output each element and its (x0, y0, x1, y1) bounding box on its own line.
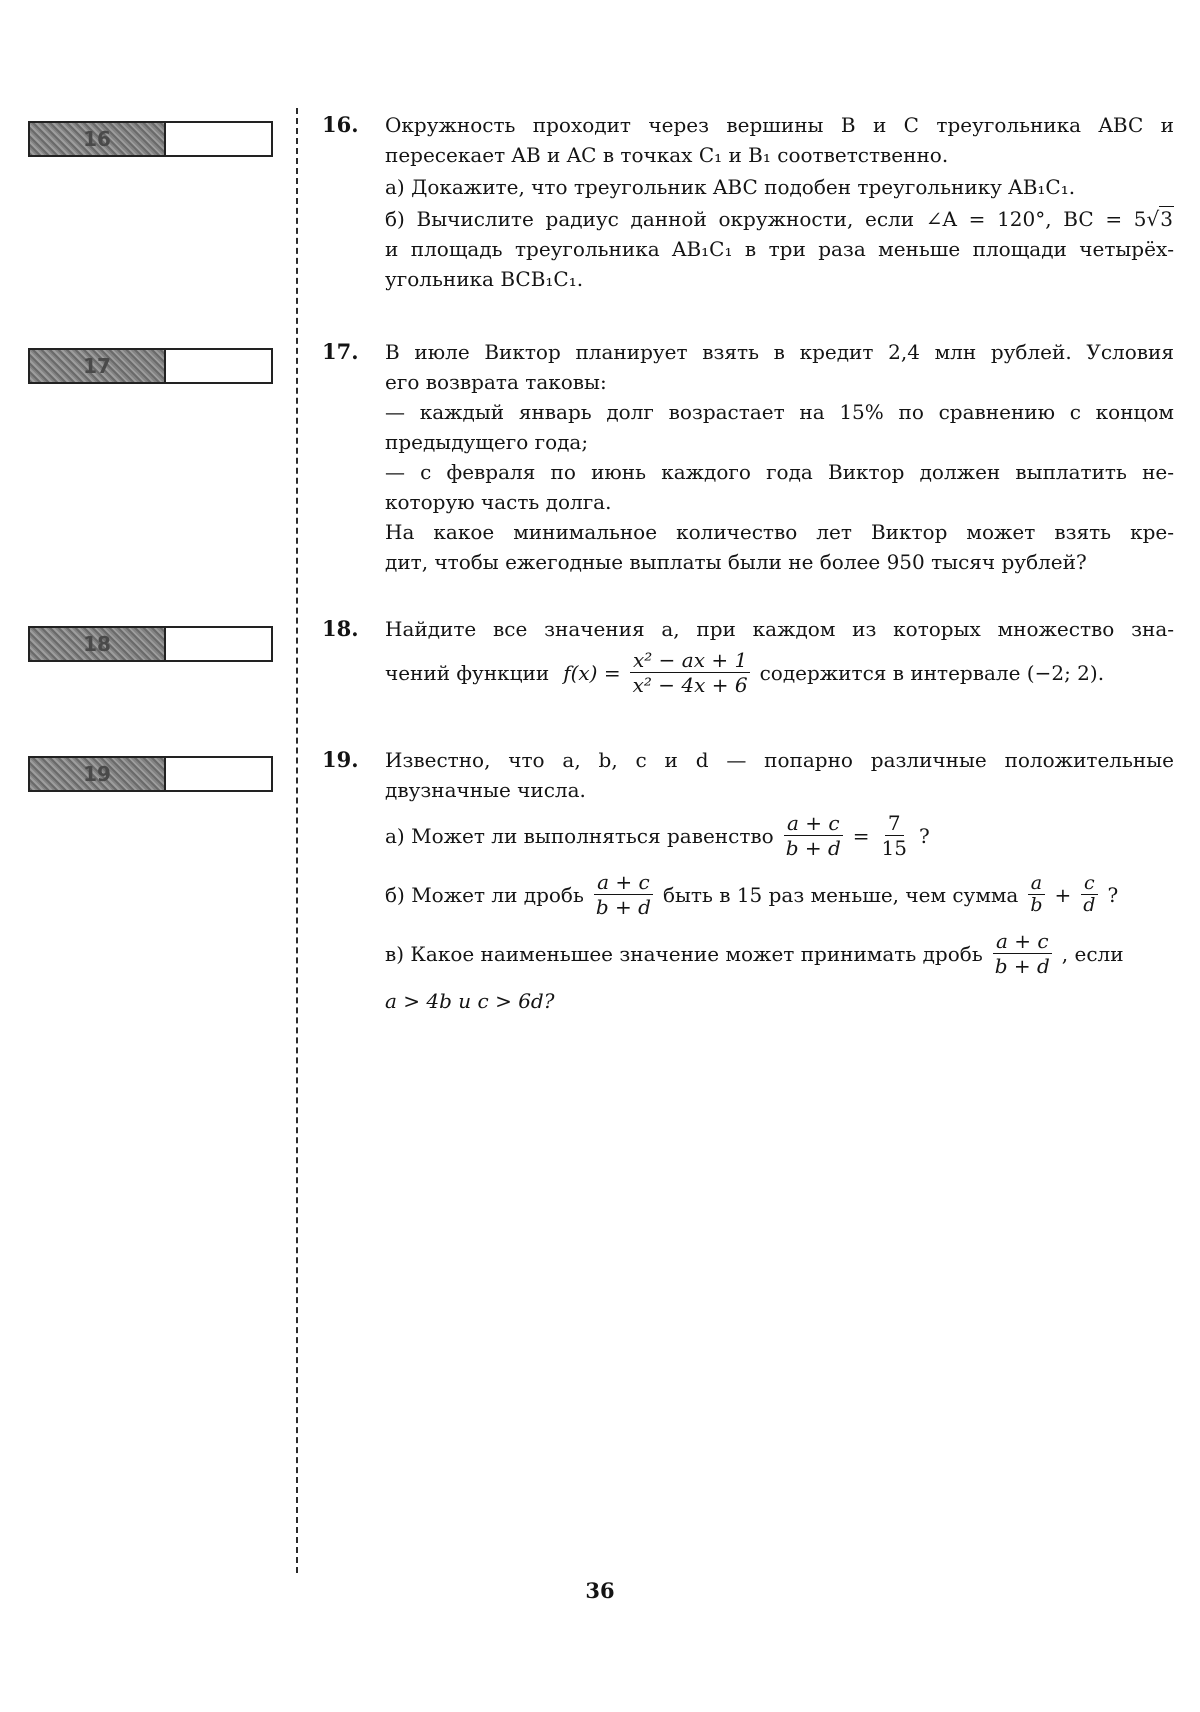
problem-18 (322, 614, 1174, 697)
problem-text: б) Может ли дробь (385, 882, 584, 907)
problem-text: двузначные числа. (385, 778, 586, 802)
fraction-numerator: a + c (784, 811, 843, 836)
fraction-numerator: a (1028, 873, 1045, 895)
problem-text: Окружность проходит через вершины B и C треугольника ABC и (385, 113, 1174, 137)
answer-box-17[interactable] (28, 348, 273, 384)
fraction-c-d (1080, 873, 1098, 916)
problem-text: и площадь треугольника AB₁C₁ в три раза меньше площади четырёх- (385, 237, 1174, 261)
problem-text: дит, чтобы ежегодные выплаты были не более 950 тысяч рублей? (385, 550, 1087, 574)
problem-text: , если (1061, 941, 1124, 966)
sqrt-radicand: 3 (1160, 207, 1173, 231)
problem-17 (322, 337, 1174, 577)
problem-part-b (385, 204, 1174, 234)
problem-19 (322, 745, 1174, 1016)
problem-text: — с февраля по июнь каждого года Виктор должен выплатить не- (385, 460, 1174, 484)
page-number: 36 (585, 1578, 615, 1603)
fraction-denominator: d (1083, 894, 1096, 916)
fraction-a-b (1027, 873, 1045, 916)
problem-text: угольника BCB₁C₁. (385, 267, 584, 291)
problem-text: Известно, что a, b, c и d — попарно различные положительные (385, 748, 1174, 772)
problem-text: а) Может ли выполняться равенство (385, 823, 774, 848)
cut-line (296, 108, 298, 1573)
problem-condition: a > 4b и c > 6d? (385, 989, 555, 1013)
problem-text: содержится в интервале (−2; 2). (759, 660, 1105, 685)
fraction-denominator: x² − 4x + 6 (632, 673, 748, 697)
sqrt-sign: √ (1146, 207, 1160, 231)
fraction-ac-bd (783, 811, 844, 860)
function-row (385, 648, 1174, 697)
fraction-numerator: c (1081, 873, 1098, 895)
problem-number: 19. (322, 747, 359, 772)
fraction-numerator: 7 (885, 811, 904, 836)
answer-box-number: 18 (30, 628, 166, 660)
problem-text: предыдущего года; (385, 430, 589, 454)
function-fraction (630, 648, 751, 697)
problem-text: которую часть долга. (385, 490, 612, 514)
fraction-ac-bd (593, 870, 654, 919)
problem-number: 16. (322, 112, 359, 137)
problem-part-b-text: б) Вычислите радиус данной окружности, если ∠A = 120°, BC = 5 (385, 207, 1147, 231)
question-mark: ? (1107, 882, 1119, 907)
fraction-numerator: a + c (594, 870, 653, 895)
problem-part-c (385, 929, 1174, 978)
fraction-numerator: a + c (993, 929, 1052, 954)
answer-box-18[interactable] (28, 626, 273, 662)
equals-sign: = (852, 823, 870, 848)
fraction-denominator: 15 (881, 836, 907, 860)
fraction-denominator: b (1030, 894, 1043, 916)
answer-box-number: 19 (30, 758, 166, 790)
problem-16 (322, 110, 1174, 294)
answer-box-field[interactable] (166, 758, 271, 790)
problem-text: его возврата таковы: (385, 370, 607, 394)
problem-text: На какое минимальное количество лет Виктор может взять кре- (385, 520, 1174, 544)
answer-box-field[interactable] (166, 123, 271, 155)
problem-part-b (385, 870, 1174, 919)
fraction-7-15 (879, 811, 910, 860)
answer-box-number: 17 (30, 350, 166, 382)
fraction-denominator: b + d (994, 954, 1050, 978)
problem-part-a (385, 811, 1174, 860)
answer-box-number: 16 (30, 123, 166, 155)
problem-text: чений функции (385, 660, 550, 685)
problem-text: пересекает AB и AC в точках C₁ и B₁ соответственно. (385, 143, 949, 167)
answer-box-16[interactable] (28, 121, 273, 157)
fraction-numerator: x² − ax + 1 (630, 648, 750, 673)
answer-box-19[interactable] (28, 756, 273, 792)
question-mark: ? (919, 823, 930, 848)
fraction-ac-bd (992, 929, 1053, 978)
problem-part-a: а) Докажите, что треугольник ABC подобен треугольнику AB₁C₁. (385, 175, 1076, 199)
problem-text: Найдите все значения a, при каждом из которых множество зна- (385, 617, 1174, 641)
problem-text: в) Какое наименьшее значение может принимать дробь (385, 941, 983, 966)
answer-box-field[interactable] (166, 628, 271, 660)
plus-sign: + (1054, 882, 1072, 907)
fraction-denominator: b + d (595, 895, 651, 919)
problem-text: — каждый январь долг возрастает на 15% по сравнению с концом (385, 400, 1174, 424)
problem-text: В июле Виктор планирует взять в кредит 2,4 млн рублей. Условия (385, 340, 1174, 364)
problem-number: 17. (322, 339, 359, 364)
function-name: f(x) = (563, 660, 621, 685)
answer-box-field[interactable] (166, 350, 271, 382)
problem-number: 18. (322, 616, 359, 641)
fraction-denominator: b + d (785, 836, 841, 860)
problem-text: быть в 15 раз меньше, чем сумма (662, 882, 1019, 907)
